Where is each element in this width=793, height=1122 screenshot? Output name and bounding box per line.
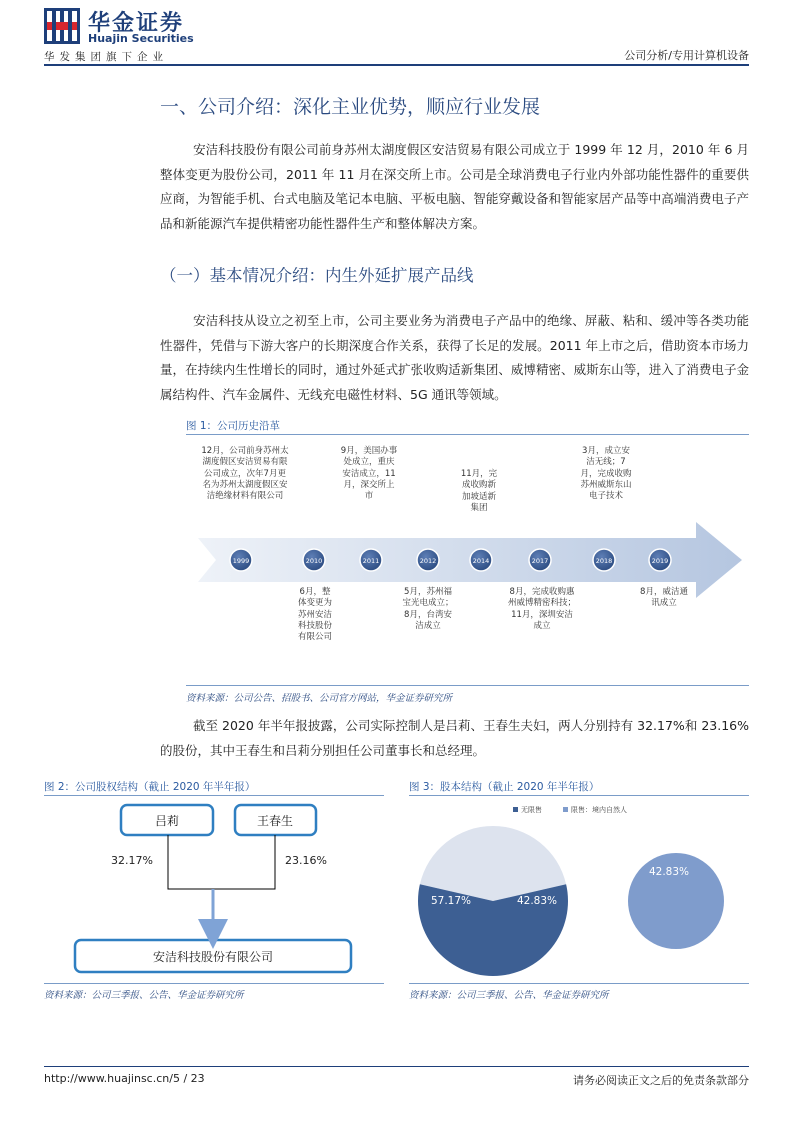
section-title: 一、公司介绍：深化主业优势，顺应行业发展 — [160, 96, 541, 118]
footer-disclaimer: 请务必阅读正文之后的免责条款部分 — [573, 1074, 749, 1087]
figure1-source: 资料来源：公司公告、招股书、公司官方网站，华金证券研究所 — [186, 693, 453, 704]
figure1-top-rule — [186, 434, 749, 435]
timeline-year-2012: 2012 — [419, 557, 437, 565]
timeline-year-2010: 2010 — [305, 557, 323, 565]
holder1-name: 吕莉 — [154, 814, 180, 828]
timeline-year-2017: 2017 — [531, 557, 549, 565]
intro-text: 安洁科技股份有限公司前身苏州太湖度假区安洁贸易有限公司成立于 1999 年 12 月，2010 年 6 月整体变更为股份公司，2011 年 11 月在深交所上市。公司是全球消费电子行业内外部功能性器件的重要供应商，为智能手机、台式电脑及笔记本电脑、平板电脑、智能穿戴设备和智能家居产品等中高端消费电子产品和新能源汽车提供精密功能性器件生产和整体解决方案。 — [160, 142, 749, 231]
timeline-event-2010: 6月，整体变更为苏州安洁科技股份有限公司 — [297, 587, 332, 643]
timeline-year-2018: 2018 — [595, 557, 613, 565]
timeline-year-2011: 2011 — [362, 557, 380, 565]
timeline-event-2019: 8月，威洁通讯成立 — [640, 587, 688, 609]
huajin-logo-icon — [44, 8, 80, 44]
legend-swatch-restricted — [563, 807, 568, 812]
timeline-year-2019: 2019 — [651, 557, 669, 565]
pie-label-restricted-main: 42.83% — [516, 895, 558, 907]
group-tagline: 华发集团旗下企业 — [44, 51, 168, 63]
figure2-label: 图 2：公司股权结构（截止 2020 年半年报） — [44, 781, 256, 793]
legend-swatch-unrestricted — [513, 807, 518, 812]
timeline-event-2011: 9月，美国办事处成立，重庆安洁成立，11月，深交所上市 — [340, 446, 398, 502]
ownership-paragraph — [160, 714, 749, 763]
share-structure-pie-chart — [409, 796, 749, 982]
figure1-label: 图 1：公司历史沿革 — [186, 420, 281, 432]
holder1-share: 32.17% — [111, 854, 153, 867]
timeline-event-1999: 12月，公司前身苏州太湖度假区安洁贸易有限公司成立，次年7月更名为苏州太湖度假区安洁绝缘材料有限公司 — [201, 446, 289, 502]
ownership-text: 截至 2020 年半年报披露，公司实际控制人是吕莉、王春生夫妇，两人分别持有 32.17%和 23.16%的股份，其中王春生和吕莉分别担任公司董事长和总经理。 — [160, 718, 749, 758]
header-divider — [44, 64, 749, 66]
legend-label-unrestricted: 无限售 — [521, 806, 542, 814]
report-category: 公司分析/专用计算机设备 — [624, 49, 749, 62]
figure3-source: 资料来源：公司三季报、公告、华金证券研究所 — [409, 990, 609, 1001]
figure3-bottom-rule — [409, 983, 749, 984]
timeline-year-2014: 2014 — [472, 557, 490, 565]
timeline-year-1999: 1999 — [232, 557, 250, 565]
holder2-share: 23.16% — [285, 854, 327, 867]
intro-paragraph — [160, 138, 749, 236]
timeline-event-2017: 8月，完成收购惠州威博精密科技；11月，深圳安洁成立 — [508, 587, 577, 631]
timeline-event-2018: 3月，成立安洁无线；7月，完成收购苏州威斯东山电子技术 — [580, 446, 632, 502]
basic-info-paragraph — [160, 309, 749, 407]
holder2-name: 王春生 — [256, 814, 294, 828]
figure2-source: 资料来源：公司三季报、公告、华金证券研究所 — [44, 990, 244, 1001]
footer-url: http://www.huajinsc.cn/5 / 23 — [44, 1072, 205, 1085]
brand-name-cn: 华金证券 — [88, 11, 185, 36]
shareholding-diagram — [44, 796, 384, 982]
figure2-bottom-rule — [44, 983, 384, 984]
company-name: 安洁科技股份有限公司 — [152, 950, 274, 964]
legend-label-restricted: 限售：境内自然人 — [571, 806, 627, 814]
brand-name-en: Huajin Securities — [88, 32, 194, 45]
pie-label-unrestricted: 57.17% — [430, 895, 472, 907]
figure3-label: 图 3：股本结构（截止 2020 年半年报） — [409, 781, 600, 793]
timeline-event-2014: 11月，完成收购新加坡适新集团 — [460, 469, 498, 513]
basic-info-text: 安洁科技从设立之初至上市，公司主要业务为消费电子产品中的绝缘、屏蔽、粘和、缓冲等各类功能性器件，凭借与下游大客户的长期深度合作关系，获得了长足的发展。2011 年上市之后，借助资本市场力量，在持续内生性增长的同时，通过外延式扩张收购适新集团、威博精密、威斯东山等，进入了消费电子金属结构件、汽车金属件、无线充电磁性材料、5G 通讯等领域。 — [160, 313, 749, 402]
pie-label-restricted-exploded: 42.83% — [648, 866, 690, 878]
footer-divider — [44, 1066, 749, 1067]
subsection-title: （一）基本情况介绍：内生外延扩展产品线 — [160, 266, 474, 285]
timeline-event-2012: 5月，苏州福宝光电成立；8月，台湾安洁成立 — [402, 587, 454, 631]
figure1-bottom-rule — [186, 685, 749, 686]
